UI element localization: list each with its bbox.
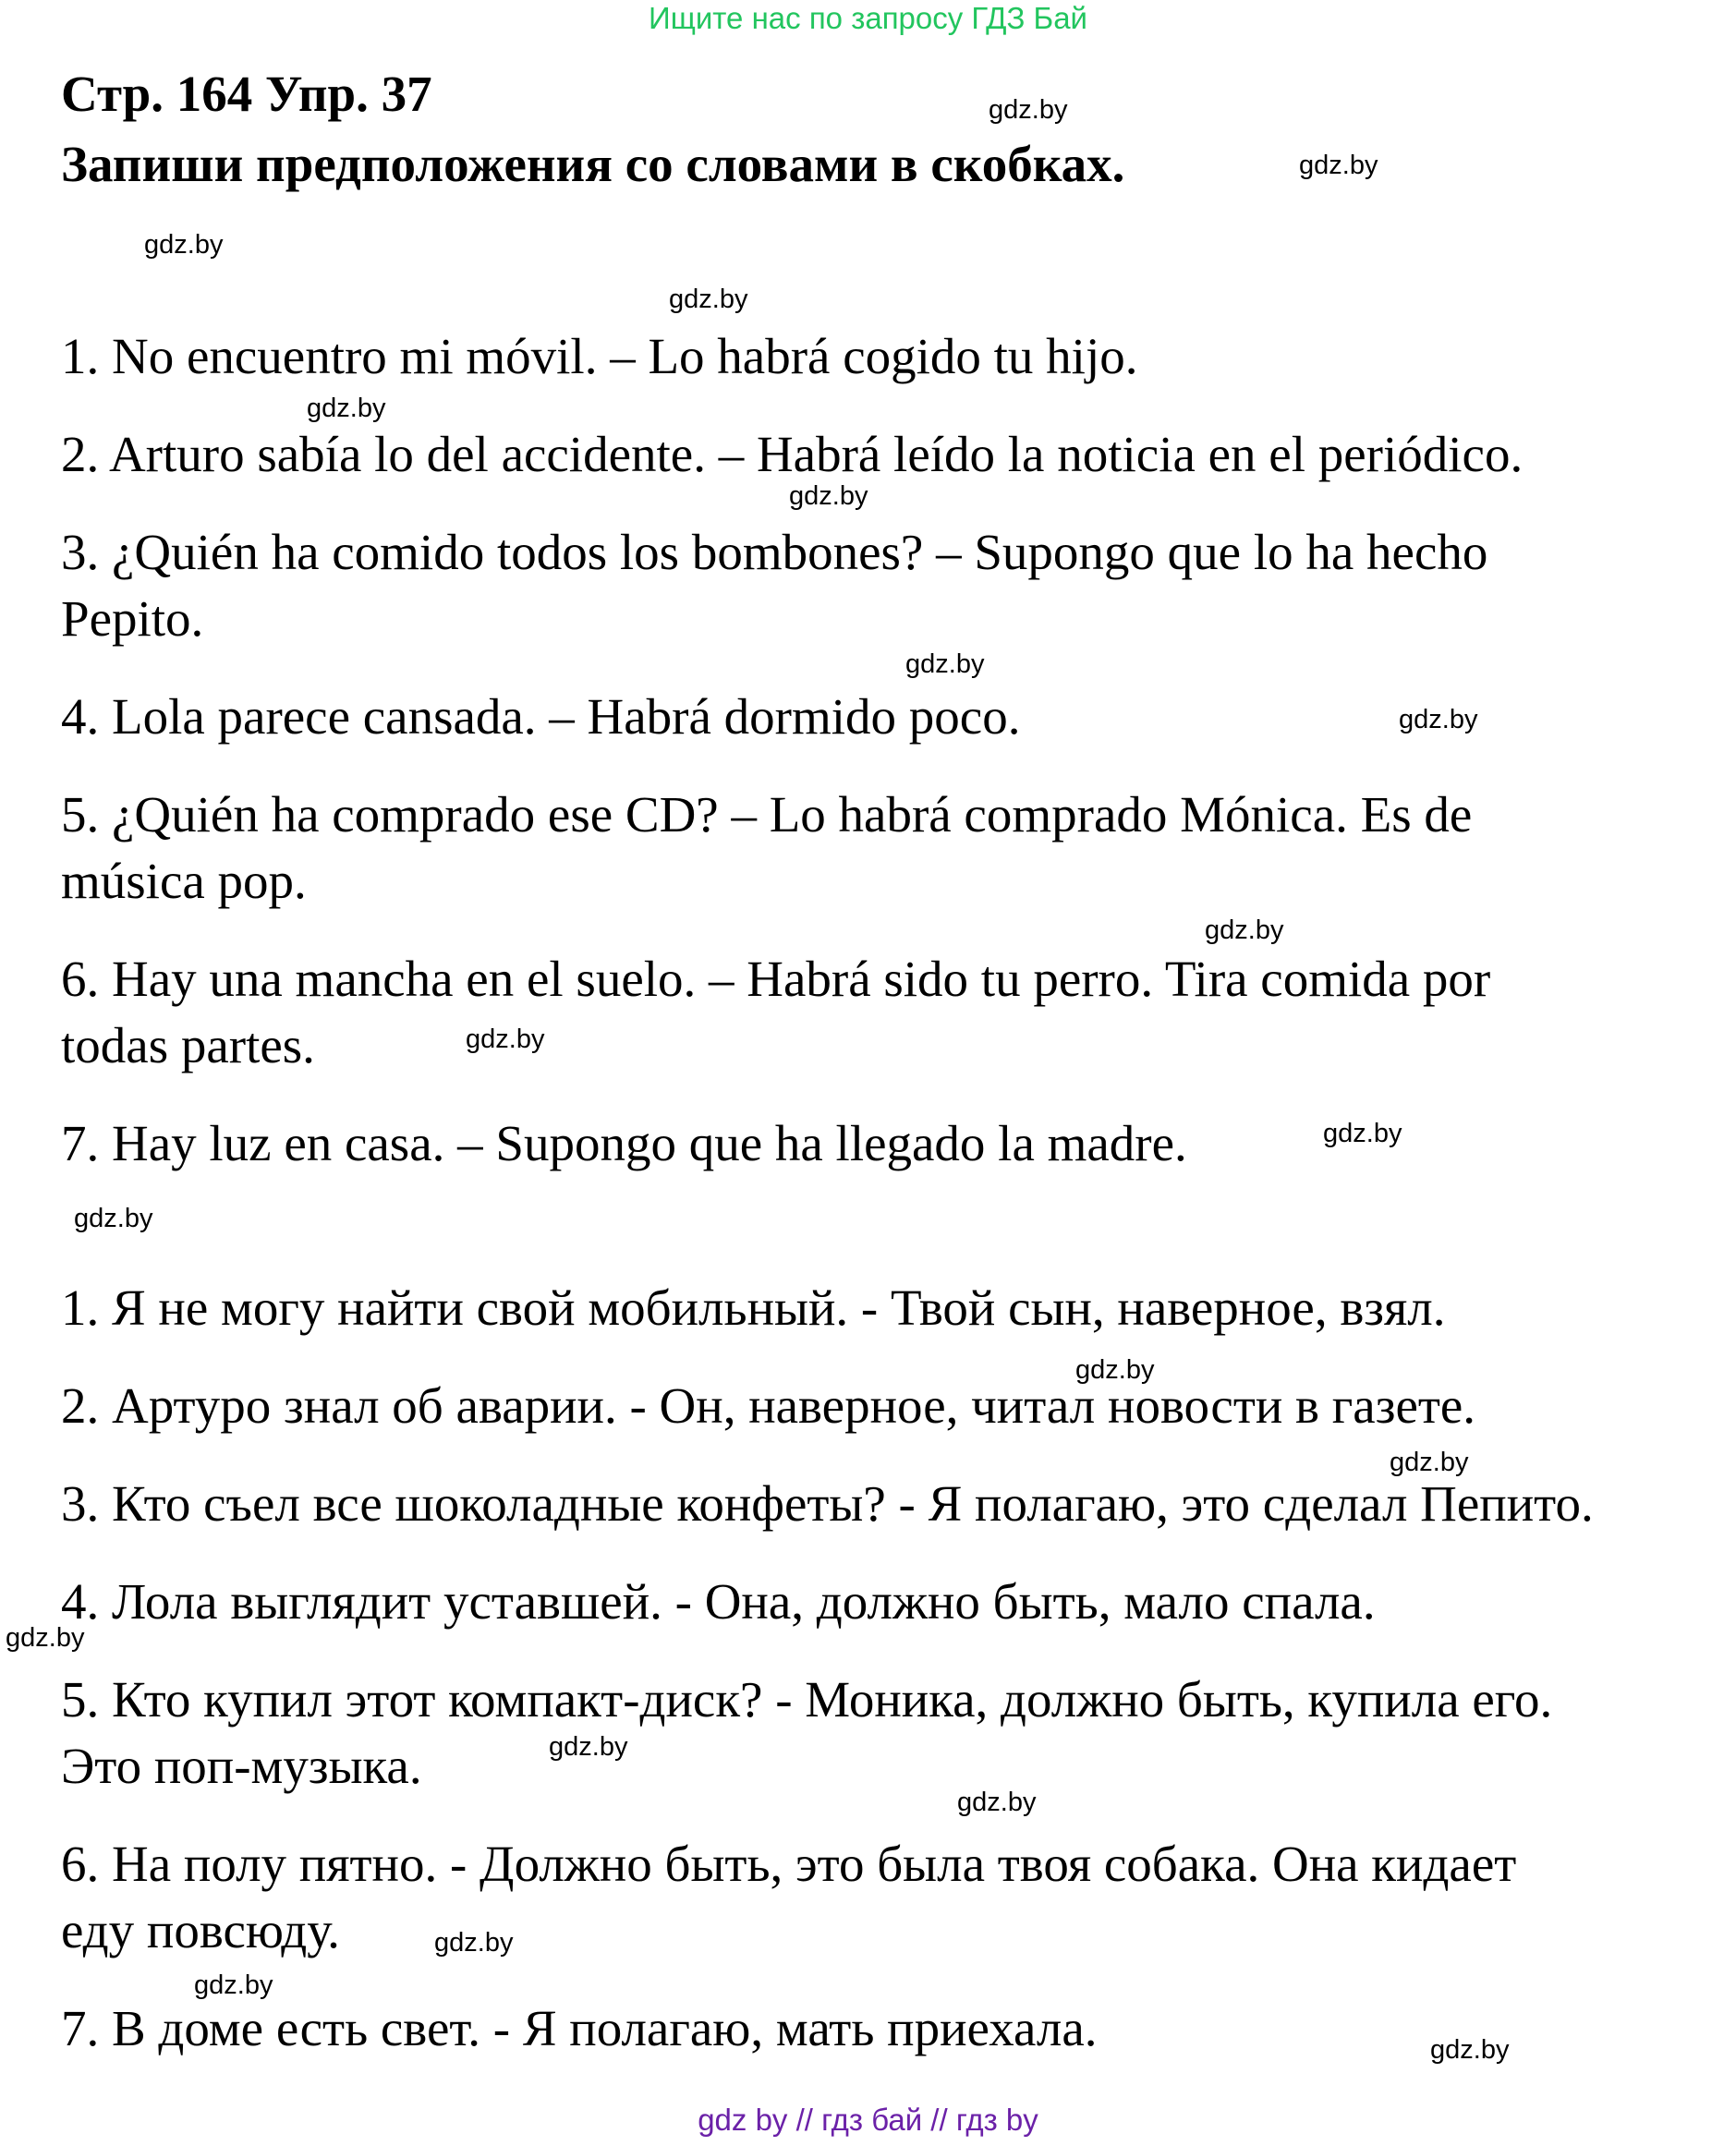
watermark: gdz.by	[6, 1623, 85, 1653]
russian-line: 4. Лола выглядит уставшей. - Она, должно быть, мало спала.	[61, 1573, 1376, 1630]
watermark: gdz.by	[74, 1204, 153, 1233]
watermark: gdz.by	[669, 285, 748, 314]
spanish-line: música pop.	[61, 853, 307, 909]
watermark: gdz.by	[989, 95, 1068, 125]
russian-line: 1. Я не могу найти свой мобильный. - Твой сын, наверное, взял.	[61, 1279, 1446, 1336]
spanish-line: 7. Hay luz en casa. – Supongo que ha llegado la madre.	[61, 1115, 1187, 1171]
russian-line: 6. На полу пятно. - Должно быть, это была твоя собака. Она кидает	[61, 1836, 1517, 1892]
spanish-line: todas partes.	[61, 1017, 315, 1073]
russian-line: 5. Кто купил этот компакт-диск? - Моника, должно быть, купила его.	[61, 1671, 1553, 1728]
spanish-line: 4. Lola parece cansada. – Habrá dormido poco.	[61, 688, 1021, 745]
watermark: gdz.by	[434, 1928, 514, 1958]
watermark: gdz.by	[1399, 705, 1478, 734]
page-title: Стр. 164 Упр. 37	[61, 66, 432, 122]
russian-line: Это поп-музыка.	[61, 1738, 422, 1794]
russian-line: 7. В доме есть свет. - Я полагаю, мать приехала.	[61, 2000, 1098, 2056]
watermark: gdz.by	[549, 1732, 628, 1762]
footer-watermark: gdz by // гдз бай // гдз by	[698, 2103, 1038, 2137]
spanish-line: 6. Hay una mancha en el suelo. – Habrá sido tu perro. Tira comida por	[61, 951, 1491, 1007]
watermark: gdz.by	[1299, 151, 1378, 180]
spanish-line: Pepito.	[61, 590, 204, 647]
watermark: gdz.by	[1390, 1448, 1469, 1477]
russian-line: 3. Кто съел все шоколадные конфеты? - Я полагаю, это сделал Пепито.	[61, 1475, 1594, 1532]
spanish-line: 1. No encuentro mi móvil. – Lo habrá cogido tu hijo.	[61, 328, 1138, 384]
watermark: gdz.by	[1323, 1119, 1402, 1148]
spanish-line: 2. Arturo sabía lo del accidente. – Habrá leído la noticia en el periódico.	[61, 426, 1524, 482]
russian-line: 2. Артуро знал об аварии. - Он, наверное, читал новости в газете.	[61, 1377, 1476, 1434]
watermark: gdz.by	[789, 481, 868, 511]
watermark: gdz.by	[194, 1970, 273, 2000]
watermark: gdz.by	[144, 230, 224, 260]
watermark: gdz.by	[466, 1025, 545, 1054]
watermark: gdz.by	[1075, 1355, 1155, 1385]
watermark: gdz.by	[307, 394, 386, 423]
watermark: gdz.by	[905, 649, 985, 679]
spanish-line: 5. ¿Quién ha comprado ese CD? – Lo habrá comprado Mónica. Es de	[61, 786, 1473, 843]
task-title: Запиши предположения со словами в скобках.	[61, 136, 1125, 192]
spanish-line: 3. ¿Quién ha comido todos los bombones? – Supongo que lo ha hecho	[61, 524, 1488, 580]
top-banner: Ищите нас по запросу ГДЗ Бай	[649, 1, 1087, 35]
watermark: gdz.by	[1205, 915, 1284, 945]
russian-line: еду повсюду.	[61, 1902, 340, 1958]
watermark: gdz.by	[957, 1788, 1037, 1817]
watermark: gdz.by	[1430, 2035, 1510, 2065]
